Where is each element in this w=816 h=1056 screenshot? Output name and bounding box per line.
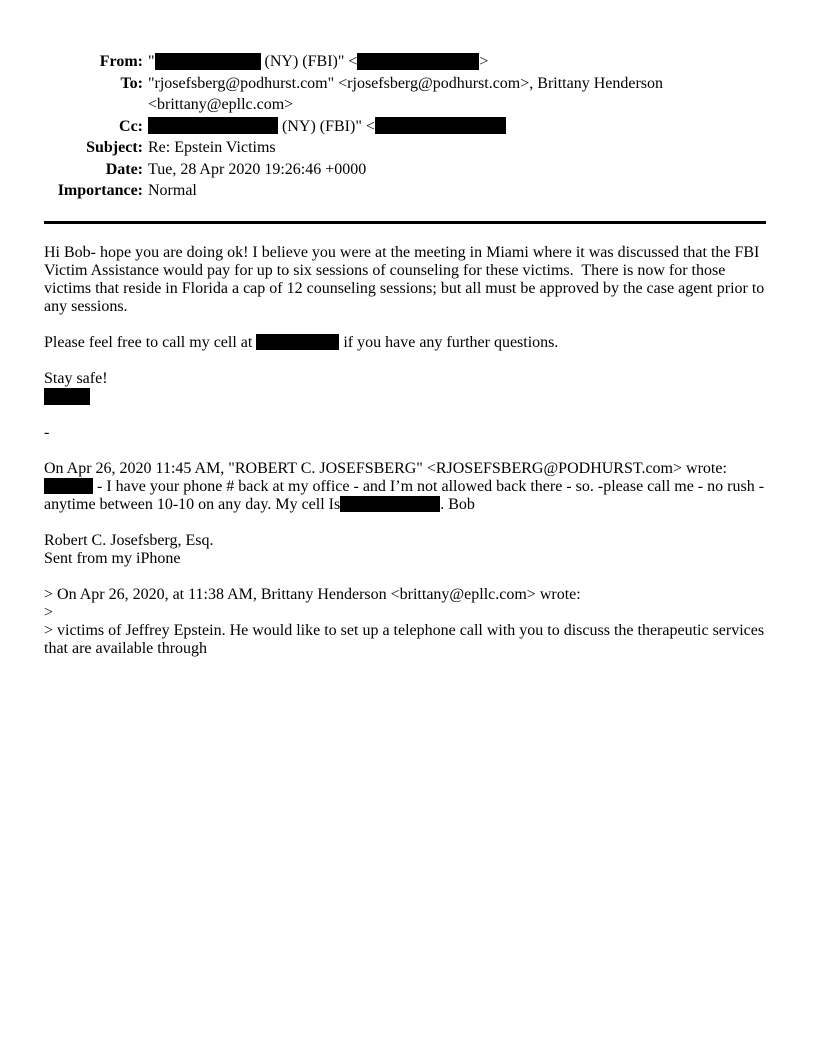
quoted-attribution: > On Apr 26, 2020, at 11:38 AM, Brittany Henderson <brittany@epllc.com> wrote: [44, 585, 581, 603]
cell-text-post: if you have any further questions. [339, 333, 559, 351]
cc-mid-text: (NY) (FBI)" < [278, 117, 375, 135]
reply-signature-sent: Sent from my iPhone [44, 549, 181, 567]
redaction-bar-signature [44, 388, 90, 405]
reply-message-pre: - I have your phone # back at my office - and I’m not allowed back there - so. -please call me - no rush - anytime between 10-10 on any day. My cell Is [44, 477, 769, 513]
subject-value: Re: Epstein Victims [148, 139, 276, 156]
redaction-bar-reply-name [44, 478, 93, 494]
quoted-line-2: > [44, 603, 54, 621]
header-row-to [44, 73, 766, 116]
header-row-from [44, 51, 766, 73]
header-row-subject [44, 137, 766, 159]
importance-label: Importance: [57, 182, 143, 199]
reply-signature-name: Robert C. Josefsberg, Esq. [44, 531, 214, 549]
redaction-bar-from-address [357, 53, 479, 70]
importance-value: Normal [148, 182, 197, 199]
reply-attribution: On Apr 26, 2020 11:45 AM, "ROBERT C. JOSEFSBERG" <RJOSEFSBERG@PODHURST.com> wrote: [44, 459, 727, 477]
redaction-bar-cell-phone [256, 334, 339, 350]
header-row-cc [44, 116, 766, 138]
from-mid-text: (NY) (FBI)" < [260, 53, 358, 70]
email-content [44, 0, 769, 658]
to-label: To: [120, 74, 143, 92]
date-value: Tue, 28 Apr 2020 19:26:46 +0000 [148, 160, 367, 178]
subject-label: Subject: [86, 139, 143, 156]
date-label: Date: [105, 160, 143, 178]
redaction-bar-reply-phone [340, 496, 440, 512]
cc-label: Cc: [119, 117, 143, 135]
reply-message-post: . Bob [440, 495, 475, 513]
redaction-bar-from-name [155, 53, 261, 70]
paragraph-greeting: Hi Bob- hope you are doing ok! I believe you were at the meeting in Miami where it was discussed that the FBI Victim Assistance would pay for up to six sessions of counseling for these victims. There is now for those victims that reside in Florida a cap of 12 counseling sessions; but all must be approved by the case agent prior to any sessions. [44, 243, 769, 315]
from-open-quote: " [148, 53, 155, 70]
from-value [148, 51, 766, 73]
separator-dash: - [44, 423, 50, 441]
cc-value [148, 116, 766, 138]
reply-message [44, 477, 769, 514]
header-divider [44, 221, 766, 224]
closing-text: Stay safe! [44, 369, 108, 387]
header-row-importance [44, 180, 766, 202]
from-close-bracket: > [479, 53, 489, 70]
paragraph-closing [44, 370, 766, 406]
redaction-bar-cc-address [375, 117, 506, 134]
quoted-line-3: > victims of Jeffrey Epstein. He would like to set up a telephone call with you to discuss the therapeutic services that are available through [44, 621, 769, 657]
email-body [44, 243, 769, 658]
from-label: From: [99, 53, 143, 70]
redaction-bar-cc-name [148, 117, 278, 134]
paragraph-cell-number [44, 334, 766, 352]
header-row-date [44, 159, 766, 181]
to-value: "rjosefsberg@podhurst.com" <rjosefsberg@podhurst.com>, Brittany Henderson <brittany@epllc.com> [148, 74, 664, 113]
cell-text-pre: Please feel free to call my cell at [44, 333, 257, 351]
email-headers [44, 51, 766, 202]
